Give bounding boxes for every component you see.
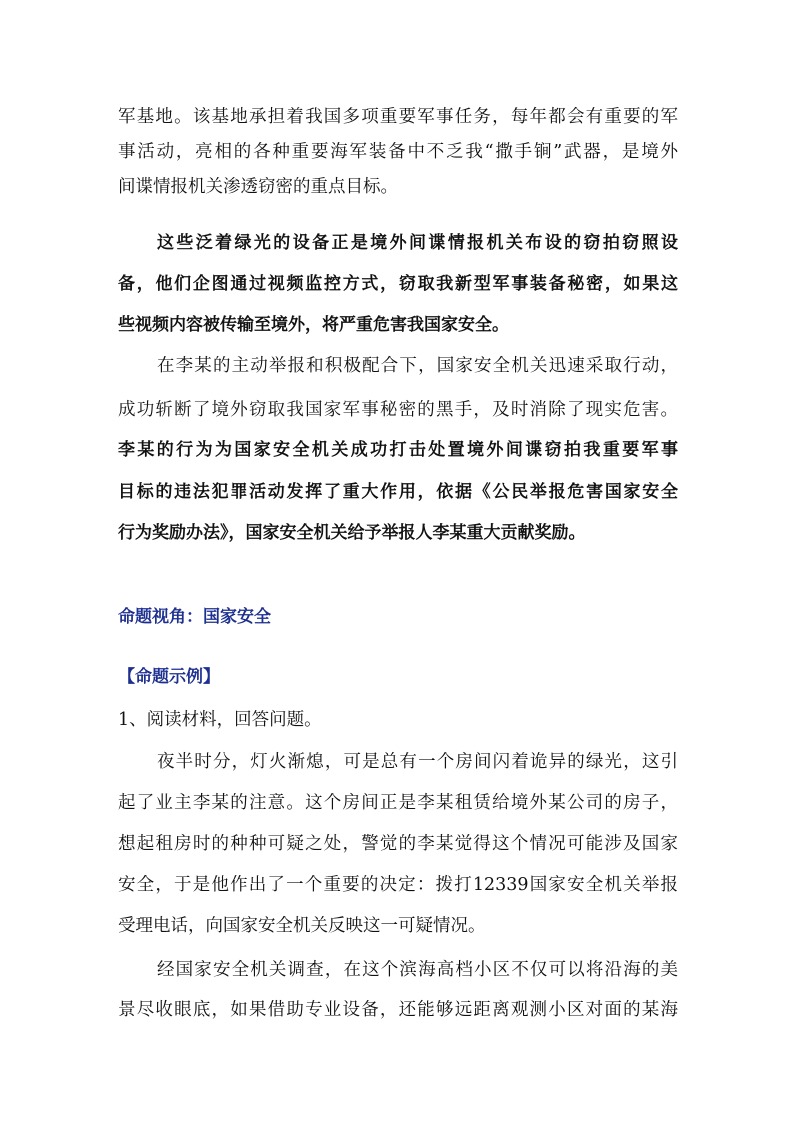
paragraph-4-line-1: 夜半时分，灯火渐熄，可是总有一个房间闪着诡异的绿光，这引 bbox=[157, 752, 678, 772]
paragraph-4-line-3: 想起租房时的种种可疑之处，警觉的李某觉得这个情况可能涉及国家 bbox=[118, 834, 678, 854]
paragraph-1-line-3: 间谍情报机关渗透窃密的重点目标。 bbox=[118, 177, 398, 197]
paragraph-2-line-1: 这些泛着绿光的设备正是境外间谍情报机关布设的窃拍窃照设 bbox=[157, 233, 678, 253]
question-1: 1、阅读材料，回答问题。 bbox=[118, 710, 322, 730]
paragraph-1-line-2: 事活动，亮相的各种重要海军装备中不乏我“撒手锏”武器，是境外 bbox=[118, 142, 678, 162]
paragraph-1-line-1: 军基地。该基地承担着我国多项重要军事任务，每年都会有重要的军 bbox=[118, 107, 678, 127]
paragraph-4-line-2: 起了业主李某的注意。这个房间正是李某租赁给境外某公司的房子， bbox=[118, 793, 678, 813]
paragraph-4-line-5: 受理电话，向国家安全机关反映这一可疑情况。 bbox=[118, 916, 486, 936]
heading-perspective: 命题视角：国家安全 bbox=[118, 607, 271, 627]
paragraph-3-line-5: 行为奖励办法》，国家安全机关给予举报人李某重大贡献奖励。 bbox=[118, 523, 586, 543]
heading-example: 【命题示例】 bbox=[118, 667, 220, 687]
paragraph-2-line-2: 备，他们企图通过视频监控方式，窃取我新型军事装备秘密，如果这 bbox=[118, 274, 678, 294]
paragraph-3-line-4: 目标的违法犯罪活动发挥了重大作用，依据《公民举报危害国家安全 bbox=[118, 482, 678, 502]
paragraph-4-line-4: 安全，于是他作出了一个重要的决定：拨打12339国家安全机关举报 bbox=[118, 875, 678, 895]
paragraph-3-line-3: 李某的行为为国家安全机关成功打击处置境外间谍窃拍我重要军事 bbox=[118, 440, 678, 460]
paragraph-3-line-1: 在李某的主动举报和积极配合下，国家安全机关迅速采取行动， bbox=[157, 356, 678, 376]
paragraph-5-line-2: 景尽收眼底，如果借助专业设备，还能够远距离观测小区对面的某海 bbox=[118, 1000, 678, 1020]
paragraph-5-line-1: 经国家安全机关调查，在这个滨海高档小区不仅可以将沿海的美 bbox=[157, 960, 678, 980]
paragraph-2-line-3: 些视频内容被传输至境外，将严重危害我国家安全。 bbox=[118, 315, 509, 335]
paragraph-3-line-2: 成功斩断了境外窃取我国家军事秘密的黑手，及时消除了现实危害。 bbox=[118, 400, 678, 420]
